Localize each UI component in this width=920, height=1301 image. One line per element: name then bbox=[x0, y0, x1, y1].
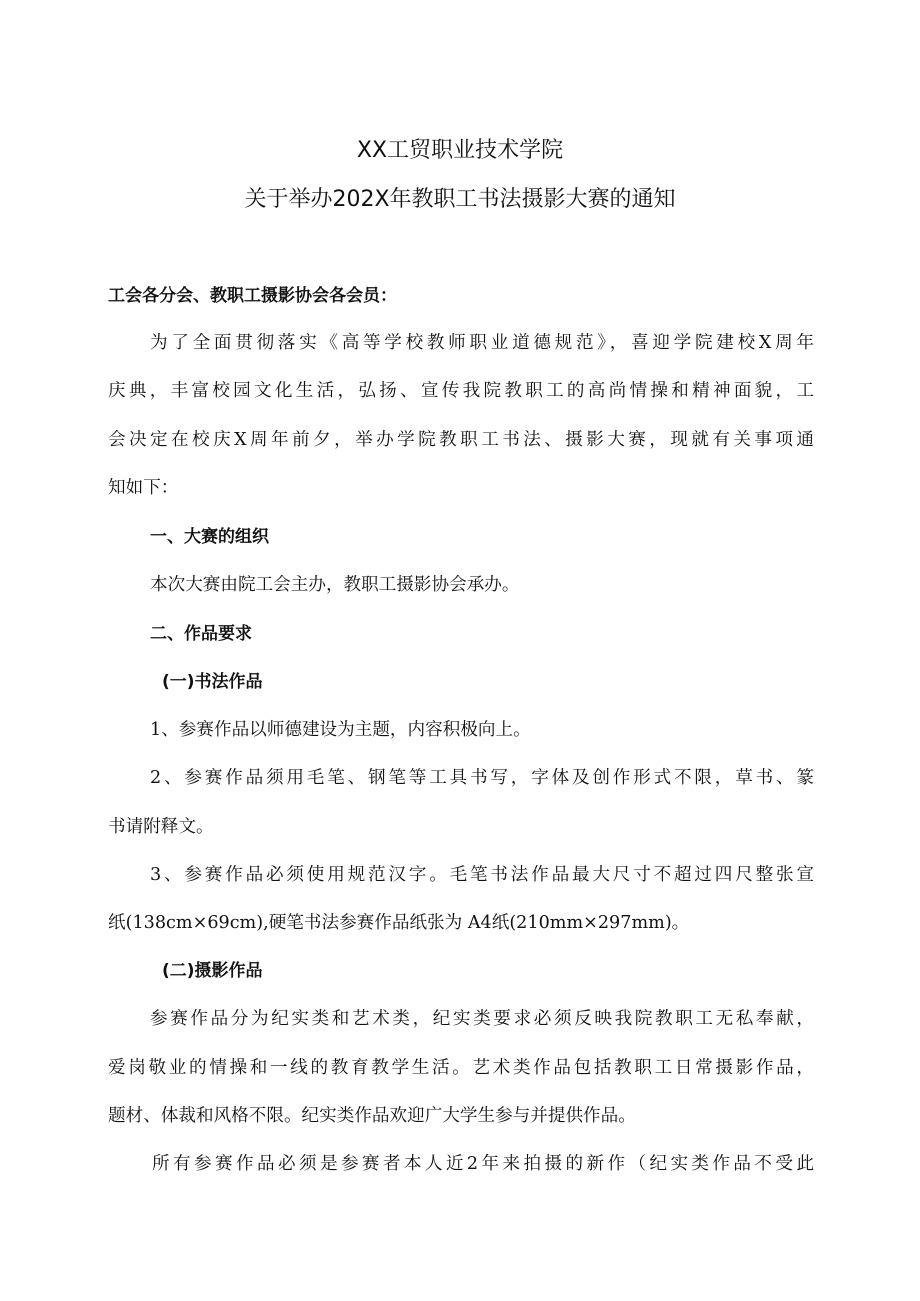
calligraphy-item-1: 1、参赛作品以师德建设为主题，内容积极向上。 bbox=[150, 720, 531, 740]
photography-para-2-line-1: 所有参赛作品必须是参赛者本人近2年来拍摄的新作（纪实类作品不受此 bbox=[152, 1154, 814, 1174]
calligraphy-item-3-line-1: 3、参赛作品必须使用规范汉字。毛笔书法作品最大尺寸不超过四尺整张宣 bbox=[150, 865, 814, 885]
photography-para-1-line-1: 参赛作品分为纪实类和艺术类，纪实类要求必须反映我院教职工无私奉献， bbox=[150, 1009, 814, 1029]
salutation: 工会各分会、教职工摄影协会各会员： bbox=[108, 286, 397, 306]
intro-line-3: 会决定在校庆X周年前夕，举办学院教职工书法、摄影大赛，现就有关事项通 bbox=[108, 430, 814, 450]
photography-para-1-line-3: 题材、体裁和风格不限。纪实类作品欢迎广大学生参与并提供作品。 bbox=[108, 1106, 636, 1126]
photography-para-1-line-2: 爱岗敬业的情操和一线的教育教学生活。艺术类作品包括教职工日常摄影作品， bbox=[108, 1058, 814, 1078]
intro-line-1: 为了全面贯彻落实《高等学校教师职业道德规范》，喜迎学院建校X周年 bbox=[150, 333, 814, 353]
intro-line-2: 庆典，丰富校园文化生活，弘扬、宣传我院教职工的高尚情操和精神面貌，工 bbox=[108, 381, 814, 401]
section-2-heading: 二、作品要求 bbox=[150, 624, 252, 644]
section-1-body: 本次大赛由院工会主办，教职工摄影协会承办。 bbox=[150, 575, 520, 595]
document-title-notice: 关于举办202X年教职工书法摄影大赛的通知 bbox=[244, 187, 676, 212]
calligraphy-item-2-line-2: 书请附释文。 bbox=[108, 817, 214, 837]
intro-line-4: 知如下： bbox=[108, 478, 179, 498]
calligraphy-item-2-line-1: 2、参赛作品须用毛笔、钢笔等工具书写，字体及创作形式不限，草书、篆 bbox=[150, 768, 814, 788]
subsection-calligraphy-heading: (一)书法作品 bbox=[162, 672, 263, 692]
section-1-heading: 一、大赛的组织 bbox=[150, 527, 269, 547]
calligraphy-item-3-line-2: 纸(138cm×69cm),硬笔书法参赛作品纸张为 A4纸(210mm×297mm)。 bbox=[108, 913, 690, 933]
document-title-institution: XX工贸职业技术学院 bbox=[356, 138, 564, 163]
subsection-photography-heading: (二)摄影作品 bbox=[162, 961, 263, 981]
